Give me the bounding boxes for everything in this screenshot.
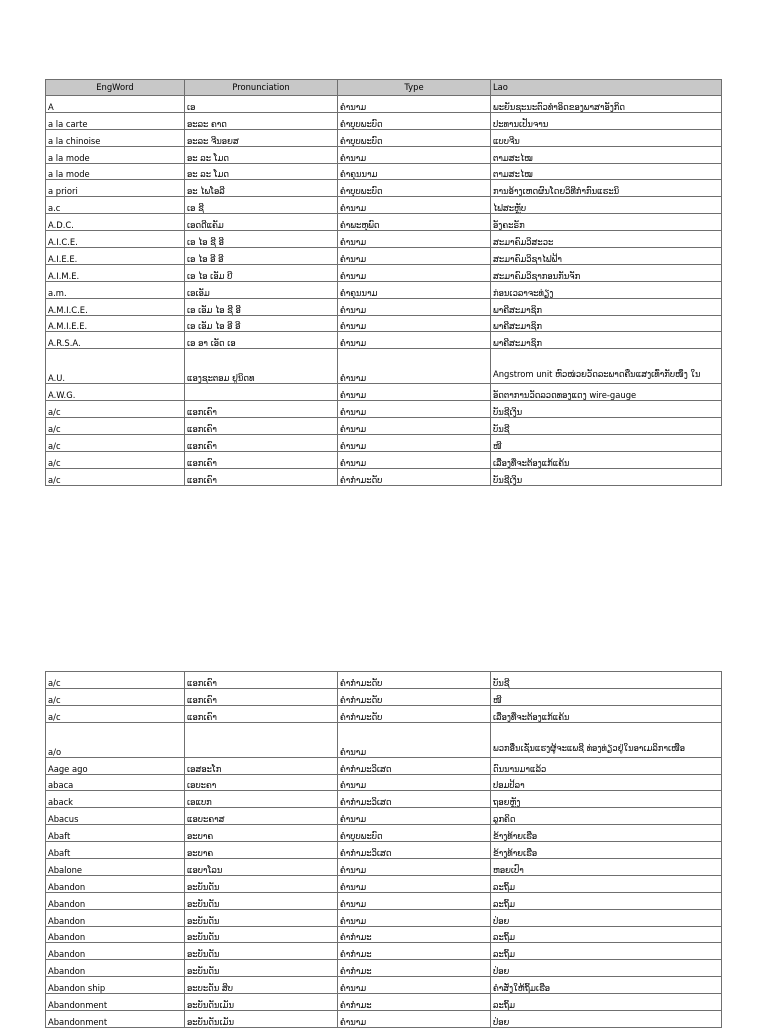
- cell-engword: a la chinoise: [46, 129, 185, 146]
- cell-pronunciation: ເອສອະໂກ: [185, 757, 338, 774]
- cell-type: ຄຳບຸບພະບົດ: [338, 112, 491, 129]
- cell-type: ຄຳນາມ: [338, 909, 491, 926]
- cell-type: ຄຳນາມ: [338, 859, 491, 876]
- cell-type: ຄຳພະຫຸພົດ: [338, 214, 491, 231]
- cell-lao: ບັນຊີເງິນ: [491, 468, 722, 485]
- column-header-engword: EngWord: [46, 80, 185, 96]
- cell-pronunciation: ອະບາຄ: [185, 825, 338, 842]
- cell-engword: a/c: [46, 401, 185, 418]
- cell-pronunciation: ເອ ໄອ ຊີ ອີ: [185, 231, 338, 248]
- cell-engword: a/c: [46, 418, 185, 435]
- cell-engword: a/c: [46, 468, 185, 485]
- table-row: [46, 435, 722, 452]
- cell-lao: ການອ້າງເຫດຜົນໂດຍວິທີກຳກົນແຮະນິ: [491, 180, 722, 197]
- cell-lao: ເລື່ອງທີ່ຈະຕ້ອງແກ້ແຄ້ນ: [491, 705, 722, 722]
- cell-engword: Abandon: [46, 875, 185, 892]
- cell-lao: ປອມປ້ລາ: [491, 774, 722, 791]
- cell-lao: ພາຄີສະມາຊິກ: [491, 298, 722, 315]
- table-row: [46, 842, 722, 859]
- cell-pronunciation: ອະບັນດັນ: [185, 926, 338, 943]
- cell-type: ຄຳນາມ: [338, 722, 491, 757]
- cell-pronunciation: ເອດດີແຄັມ: [185, 214, 338, 231]
- cell-engword: Abandon: [46, 926, 185, 943]
- cell-pronunciation: ອະ ລະ ໂມດ: [185, 146, 338, 163]
- cell-type: ຄຳນາມ: [338, 451, 491, 468]
- cell-type: ຄຳນາມ: [338, 146, 491, 163]
- cell-lao: ໜີ: [491, 435, 722, 452]
- cell-type: ຄຳນາມ: [338, 808, 491, 825]
- cell-pronunciation: ອະບັນດັນ: [185, 892, 338, 909]
- cell-type: ຄຳກຳມະ: [338, 960, 491, 977]
- cell-type: ຄຳຄຸນນາມ: [338, 163, 491, 180]
- table-row: [46, 1011, 722, 1028]
- cell-lao: ປ່ອຍ: [491, 909, 722, 926]
- cell-type: ຄຳນາມ: [338, 248, 491, 265]
- cell-engword: a la carte: [46, 112, 185, 129]
- table-body-1: [46, 96, 722, 486]
- column-header-type: Type: [338, 80, 491, 96]
- cell-type: ຄຳນາມ: [338, 435, 491, 452]
- cell-pronunciation: ແອກເຄົາ: [185, 468, 338, 485]
- table-row: [46, 384, 722, 401]
- cell-pronunciation: ແອກເຄົາ: [185, 705, 338, 722]
- table-row: [46, 791, 722, 808]
- table-row: [46, 180, 722, 197]
- cell-lao: ອັດຕາການວັດລວດທອງແດງ wire-gauge: [491, 384, 722, 401]
- table-row: [46, 332, 722, 349]
- cell-engword: Aage ago: [46, 757, 185, 774]
- table-row: [46, 977, 722, 994]
- cell-lao: ໄຟສະຫຼັບ: [491, 197, 722, 214]
- cell-type: ຄຳນາມ: [338, 774, 491, 791]
- table-row: [46, 774, 722, 791]
- table-row: [46, 264, 722, 281]
- cell-type: ຄຳນາມ: [338, 96, 491, 113]
- cell-engword: A.I.C.E.: [46, 231, 185, 248]
- cell-type: ຄຳກຳມະ: [338, 943, 491, 960]
- cell-lao: ລະຖິ້ມ: [491, 892, 722, 909]
- table-row: [46, 401, 722, 418]
- table-row: [46, 926, 722, 943]
- cell-lao: Angstrom unit ຫົວໜ່ວຍວັດລະພາດຄືນແສງເທົ່າກັບໜຶ່ງ ໃນ: [491, 349, 722, 384]
- cell-type: ຄຳກຳມະວິເສດ: [338, 791, 491, 808]
- table-row: [46, 875, 722, 892]
- cell-lao: ສະມາຄົມວິຊາກອນກັນຈັກ: [491, 264, 722, 281]
- cell-type: ຄຳກຳມະດັບ: [338, 468, 491, 485]
- cell-lao: ລະຖິ້ມ: [491, 875, 722, 892]
- table-row: [46, 757, 722, 774]
- cell-pronunciation: ແອກເຄົາ: [185, 672, 338, 689]
- cell-pronunciation: ແອກເຄົາ: [185, 688, 338, 705]
- cell-engword: Abacus: [46, 808, 185, 825]
- cell-engword: Abaft: [46, 825, 185, 842]
- cell-lao: ເລື່ອງທີ່ຈະຕ້ອງແກ້ແຄ້ນ: [491, 451, 722, 468]
- cell-type: ຄຳນາມ: [338, 875, 491, 892]
- table-row: [46, 112, 722, 129]
- cell-type: ຄຳນາມ: [338, 418, 491, 435]
- cell-engword: a/c: [46, 672, 185, 689]
- cell-pronunciation: ອະບັນດັນເມັນ: [185, 1011, 338, 1028]
- table-row: [46, 960, 722, 977]
- cell-pronunciation: ອະບັນດັນເມັນ: [185, 994, 338, 1011]
- cell-lao: ລະຖິ້ມ: [491, 943, 722, 960]
- table-row: [46, 315, 722, 332]
- cell-pronunciation: [185, 384, 338, 401]
- cell-lao: ພວກອື່ນເຊັ່ນແຮງຜູ້ຈະແພຊີ ທ່ອງທ່ຽວຢູ່ໃນອາເມລິກາເໜືອ: [491, 722, 722, 757]
- cell-type: ຄຳນາມ: [338, 892, 491, 909]
- cell-type: ຄຳນາມ: [338, 401, 491, 418]
- cell-type: ຄຳນາມ: [338, 298, 491, 315]
- cell-lao: ບັນຊີ: [491, 418, 722, 435]
- cell-type: ຄຳກຳມະດັບ: [338, 672, 491, 689]
- cell-engword: A: [46, 96, 185, 113]
- cell-lao: ໜີ: [491, 688, 722, 705]
- cell-engword: A.R.S.A.: [46, 332, 185, 349]
- table-row: [46, 298, 722, 315]
- cell-pronunciation: ອະບັນດັນ: [185, 960, 338, 977]
- cell-lao: ລູກຄິດ: [491, 808, 722, 825]
- cell-engword: Abandon: [46, 892, 185, 909]
- table-body-2: [46, 672, 722, 1028]
- cell-lao: ພາຄີສະມາຊິກ: [491, 315, 722, 332]
- cell-type: ຄຳບຸບພະບົດ: [338, 825, 491, 842]
- table-row: [46, 705, 722, 722]
- cell-engword: Abandonment: [46, 1011, 185, 1028]
- cell-type: ຄຳນາມ: [338, 264, 491, 281]
- cell-type: ຄຳກຳມະດັບ: [338, 688, 491, 705]
- cell-type: ຄຳນາມ: [338, 197, 491, 214]
- cell-lao: ຫອຍເປົາ: [491, 859, 722, 876]
- cell-lao: ຄຳສັ່ງໃຫ້ຖິ້ມເຮືອ: [491, 977, 722, 994]
- cell-pronunciation: ອະ ໄພໂອລີ: [185, 180, 338, 197]
- cell-engword: a/o: [46, 722, 185, 757]
- cell-pronunciation: ເອເອັມ: [185, 281, 338, 298]
- table-row: [46, 909, 722, 926]
- cell-pronunciation: ອະລະ ຄາດ: [185, 112, 338, 129]
- cell-engword: A.M.I.C.E.: [46, 298, 185, 315]
- cell-lao: ສະມາຄົມວິຊາໄຟຟ້າ: [491, 248, 722, 265]
- cell-pronunciation: ອະບັນດັນ: [185, 943, 338, 960]
- cell-engword: A.D.C.: [46, 214, 185, 231]
- cell-type: ຄຳກຳມະດັບ: [338, 705, 491, 722]
- cell-type: ຄຳນາມ: [338, 332, 491, 349]
- table-row: [46, 825, 722, 842]
- cell-pronunciation: ແອບະຄາສ: [185, 808, 338, 825]
- cell-type: ຄຳນາມ: [338, 977, 491, 994]
- table-row: [46, 281, 722, 298]
- table-row: [46, 859, 722, 876]
- cell-type: ຄຳບຸບພະບົດ: [338, 129, 491, 146]
- cell-pronunciation: ອະລະ ຈີນອຍສ: [185, 129, 338, 146]
- cell-engword: Abandon: [46, 909, 185, 926]
- cell-pronunciation: ອະບັນດັນ: [185, 875, 338, 892]
- table-row: [46, 96, 722, 113]
- cell-engword: A.I.E.E.: [46, 248, 185, 265]
- table-row: [46, 451, 722, 468]
- cell-lao: ລະຖິ້ມ: [491, 926, 722, 943]
- cell-pronunciation: ແອບາໂລນ: [185, 859, 338, 876]
- cell-engword: a.c: [46, 197, 185, 214]
- cell-lao: ຕາມສະໄໝ: [491, 146, 722, 163]
- cell-engword: a priori: [46, 180, 185, 197]
- dictionary-table-2: [45, 671, 722, 1028]
- cell-pronunciation: ເອ ໄອ ອີ ອີ: [185, 248, 338, 265]
- table-row: [46, 146, 722, 163]
- table-row: [46, 722, 722, 757]
- cell-pronunciation: ເອແບກ: [185, 791, 338, 808]
- cell-pronunciation: ເອ ເອັມ ໄອ ຊີ ອີ: [185, 298, 338, 315]
- cell-type: ຄຳກຳມະ: [338, 926, 491, 943]
- table-row: [46, 214, 722, 231]
- cell-lao: ປ່ອຍ: [491, 960, 722, 977]
- cell-type: ຄຳນາມ: [338, 384, 491, 401]
- cell-engword: A.U.: [46, 349, 185, 384]
- cell-engword: Abandonment: [46, 994, 185, 1011]
- cell-type: ຄຳກຳມະວິເສດ: [338, 842, 491, 859]
- cell-pronunciation: ເອ ຊີ: [185, 197, 338, 214]
- table-row: [46, 248, 722, 265]
- cell-lao: ອັງຄະຣັກ: [491, 214, 722, 231]
- column-header-lao: Lao: [491, 80, 722, 96]
- cell-pronunciation: [185, 722, 338, 757]
- cell-lao: ປະທານເປັນຈານ: [491, 112, 722, 129]
- cell-lao: ພາຄີສະມາຊິກ: [491, 332, 722, 349]
- cell-engword: Abandon: [46, 960, 185, 977]
- cell-pronunciation: ເອ ໄອ ເອັມ ບີ: [185, 264, 338, 281]
- cell-type: ຄຳກຳມະ: [338, 994, 491, 1011]
- cell-engword: Abandon: [46, 943, 185, 960]
- cell-engword: Abandon ship: [46, 977, 185, 994]
- cell-pronunciation: ເອບະຄາ: [185, 774, 338, 791]
- table-row: [46, 672, 722, 689]
- cell-engword: a/c: [46, 435, 185, 452]
- table-row: [46, 943, 722, 960]
- cell-engword: a/c: [46, 451, 185, 468]
- cell-pronunciation: ເອ: [185, 96, 338, 113]
- cell-pronunciation: ແອງຊະຕອມ ຢູນິດທ: [185, 349, 338, 384]
- cell-type: ຄຳນາມ: [338, 315, 491, 332]
- cell-lao: ປ່ອຍ: [491, 1011, 722, 1028]
- table-row: [46, 197, 722, 214]
- cell-pronunciation: ເອ ອາ ເອັດ ເອ: [185, 332, 338, 349]
- table-row: [46, 808, 722, 825]
- cell-type: ຄຳຄຸນນາມ: [338, 281, 491, 298]
- table-row: [46, 892, 722, 909]
- cell-lao: ຂ້າງທ້າຍເຮືອ: [491, 825, 722, 842]
- cell-pronunciation: ອະບະດັນ ສິບ: [185, 977, 338, 994]
- cell-lao: ຂ້າງທ້າຍເຮືອ: [491, 842, 722, 859]
- cell-lao: ຖອຍຫຼັງ: [491, 791, 722, 808]
- cell-engword: a.m.: [46, 281, 185, 298]
- cell-lao: ລະຖິ້ມ: [491, 994, 722, 1011]
- cell-pronunciation: ແອກເຄົາ: [185, 418, 338, 435]
- cell-engword: a/c: [46, 705, 185, 722]
- cell-pronunciation: ແອກເຄົາ: [185, 435, 338, 452]
- table-row: [46, 163, 722, 180]
- table-row: [46, 129, 722, 146]
- cell-engword: Abaft: [46, 842, 185, 859]
- cell-pronunciation: ເອ ເອັມ ໄອ ອີ ອີ: [185, 315, 338, 332]
- cell-engword: a la mode: [46, 163, 185, 180]
- cell-engword: A.M.I.E.E.: [46, 315, 185, 332]
- cell-lao: ຕາມສະໄໝ: [491, 163, 722, 180]
- cell-engword: a la mode: [46, 146, 185, 163]
- cell-pronunciation: ແອກເຄົາ: [185, 451, 338, 468]
- cell-engword: A.I.M.E.: [46, 264, 185, 281]
- cell-engword: Abalone: [46, 859, 185, 876]
- cell-engword: A.W.G.: [46, 384, 185, 401]
- cell-pronunciation: ອະບາຄ: [185, 842, 338, 859]
- cell-type: ຄຳກຳມະວິເສດ: [338, 757, 491, 774]
- cell-lao: ບັນຊີເງິນ: [491, 401, 722, 418]
- cell-lao: ກ່ອນເວລາຈະທ່ຽງ: [491, 281, 722, 298]
- table-row: [46, 688, 722, 705]
- cell-lao: ດົນນານມາແລ້ວ: [491, 757, 722, 774]
- table-row: [46, 994, 722, 1011]
- cell-type: ຄຳນາມ: [338, 1011, 491, 1028]
- table-row: [46, 349, 722, 384]
- table-row: [46, 468, 722, 485]
- cell-lao: ສະມາຄົມວິສະວະ: [491, 231, 722, 248]
- cell-pronunciation: ແອກເຄົາ: [185, 401, 338, 418]
- table-row: [46, 418, 722, 435]
- cell-type: ຄຳນາມ: [338, 349, 491, 384]
- header-row: [46, 80, 722, 96]
- cell-lao: ບັນຊີ: [491, 672, 722, 689]
- dictionary-table-1: [45, 79, 722, 486]
- column-header-pronunciation: Pronunciation: [185, 80, 338, 96]
- cell-pronunciation: ອະ ລະ ໂມດ: [185, 163, 338, 180]
- cell-engword: abaca: [46, 774, 185, 791]
- cell-pronunciation: ອະບັນດັນ: [185, 909, 338, 926]
- table-row: [46, 231, 722, 248]
- cell-engword: aback: [46, 791, 185, 808]
- cell-lao: ພະຍັນຊະນະຕົວທຳອິດຂອງພາສາອັງກິດ: [491, 96, 722, 113]
- cell-engword: a/c: [46, 688, 185, 705]
- cell-type: ຄຳບຸບພະບົດ: [338, 180, 491, 197]
- cell-type: ຄຳນາມ: [338, 231, 491, 248]
- cell-lao: ແບບຈີນ: [491, 129, 722, 146]
